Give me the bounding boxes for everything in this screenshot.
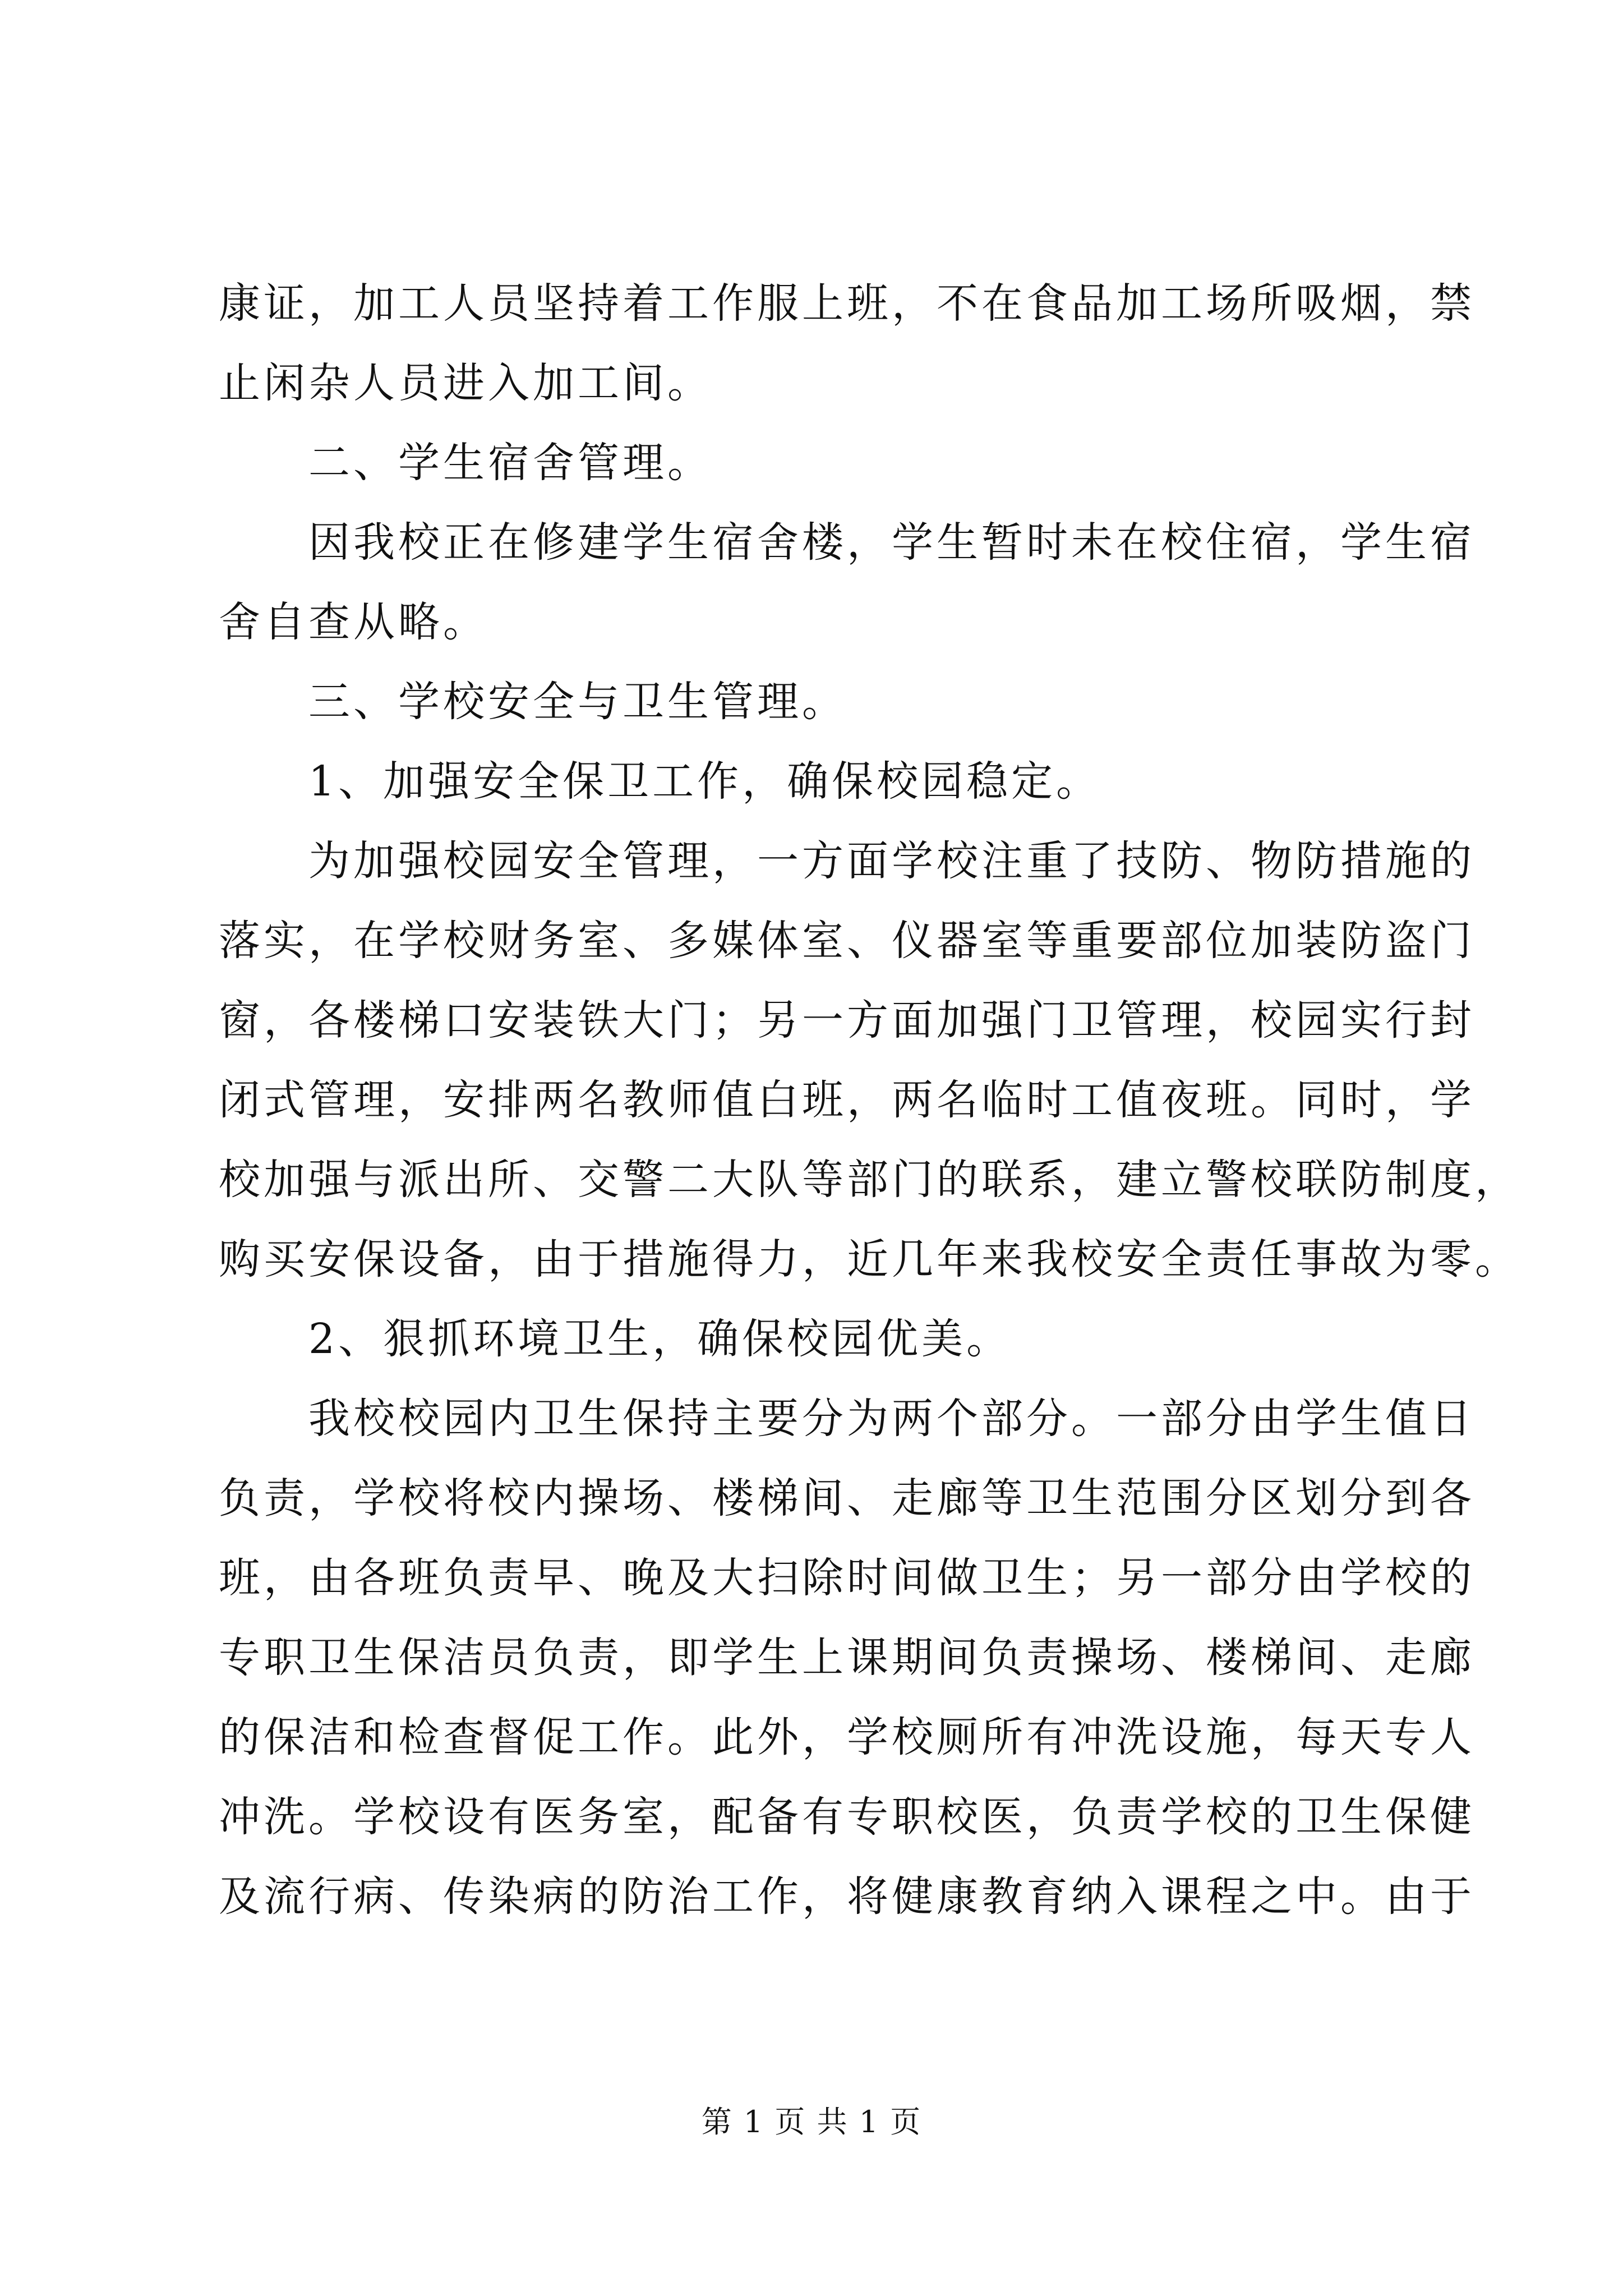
- text-line: 班，由各班负责早、晚及大扫除时间做卫生；另一部分由学校的: [219, 1554, 1475, 1602]
- text-line: 止闲杂人员进入加工间。: [219, 359, 712, 407]
- text-line: 专职卫生保洁员负责，即学生上课期间负责操场、楼梯间、走廊: [219, 1634, 1475, 1682]
- text-line: 闭式管理，安排两名教师值白班，两名临时工值夜班。同时，学: [219, 1076, 1475, 1124]
- text-line: 我校校园内卫生保持主要分为两个部分。一部分由学生值日: [308, 1395, 1475, 1443]
- text-line: 负责，学校将校内操场、楼梯间、走廊等卫生范围分区划分到各: [219, 1474, 1475, 1522]
- text-line: 校加强与派出所、交警二大队等部门的联系，建立警校联防制度，: [219, 1156, 1520, 1204]
- document-body: [219, 264, 1520, 1936]
- text-line: 因我校正在修建学生宿舍楼，学生暂时未在校住宿，学生宿: [308, 518, 1475, 567]
- page-footer: 第 1 页 共 1 页: [701, 2104, 922, 2139]
- text-line: 及流行病、传染病的防治工作，将健康教育纳入课程之中。由于: [219, 1872, 1475, 1921]
- text-line: 康证，加工人员坚持着工作服上班，不在食品加工场所吸烟，禁: [219, 279, 1475, 328]
- text-line: 二、学生宿舍管理。: [308, 439, 712, 487]
- text-line: 落实，在学校财务室、多媒体室、仪器室等重要部位加装防盗门: [219, 917, 1475, 965]
- text-line: 冲洗。学校设有医务室，配备有专职校医，负责学校的卫生保健: [219, 1793, 1475, 1841]
- text-line: 2、狠抓环境卫生，确保校园优美。: [308, 1315, 1012, 1363]
- text-line: 舍自查从略。: [219, 598, 488, 646]
- text-line: 窗，各楼梯口安装铁大门；另一方面加强门卫管理，校园实行封: [219, 996, 1475, 1045]
- text-line: 为加强校园安全管理，一方面学校注重了技防、物防措施的: [308, 837, 1475, 885]
- text-line: 购买安保设备，由于措施得力，近几年来我校安全责任事故为零。: [219, 1235, 1520, 1283]
- text-line: 1、加强安全保卫工作，确保校园稳定。: [308, 757, 1101, 806]
- text-line: 的保洁和检查督促工作。此外，学校厕所有冲洗设施，每天专人: [219, 1713, 1475, 1761]
- text-line: 三、学校安全与卫生管理。: [308, 678, 847, 726]
